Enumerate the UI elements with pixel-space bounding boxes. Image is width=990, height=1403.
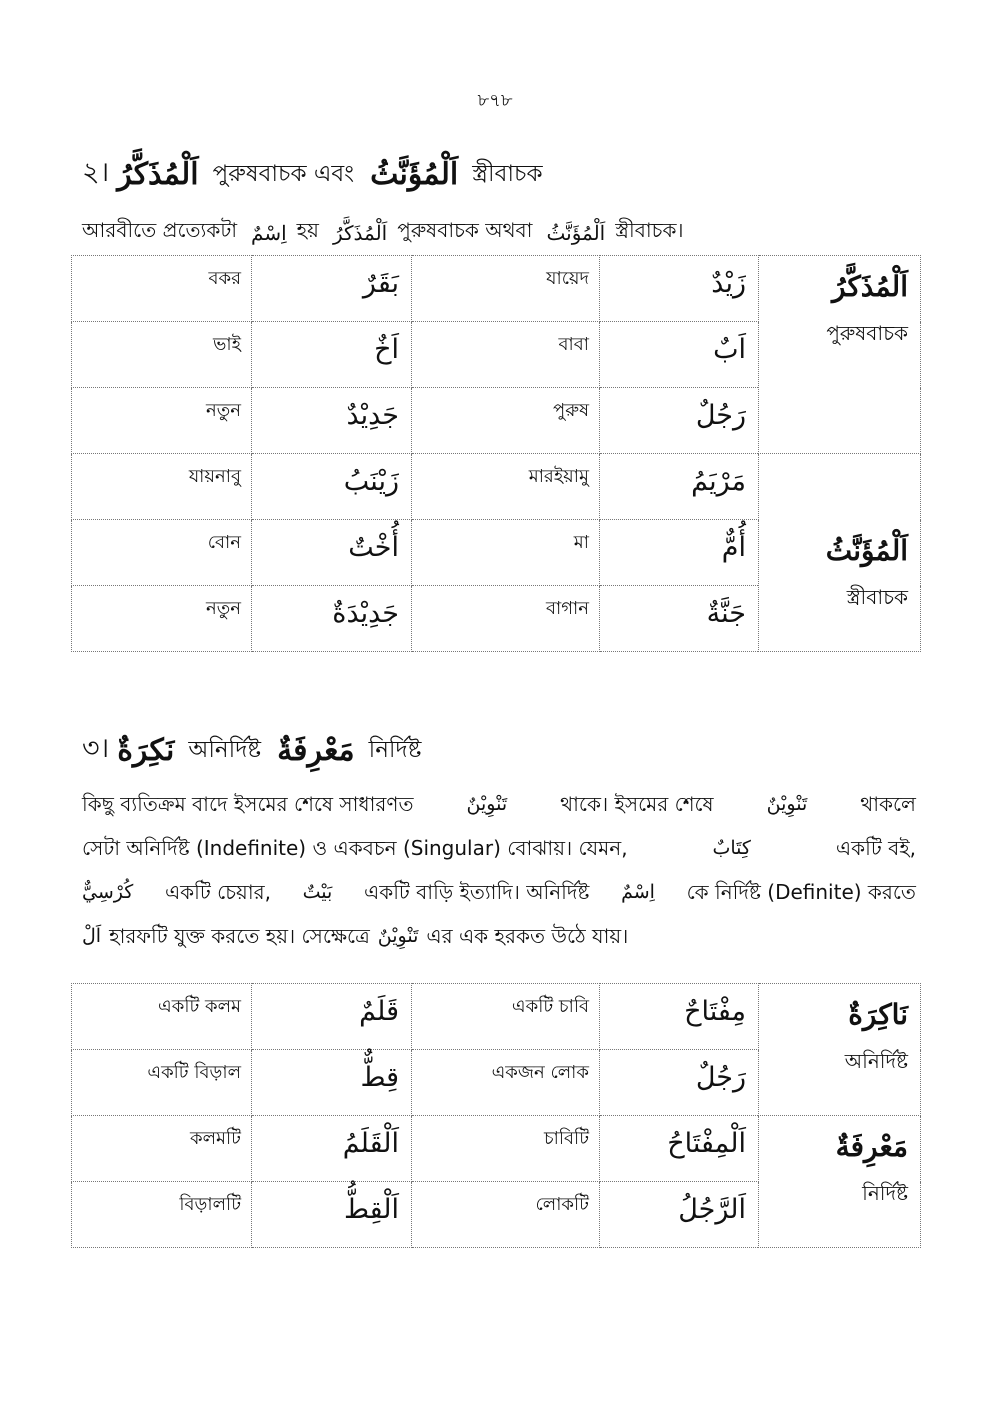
arabic-word: قِطٌّ	[360, 1062, 399, 1093]
intro-text: হয়	[296, 218, 319, 242]
bangla-meaning: একটি চাবি	[511, 996, 589, 1017]
para-text: থাকলে	[860, 792, 916, 816]
intro-arabic-ism: اِسْمٌ	[251, 220, 287, 245]
marifa-label: নির্দিষ্ট	[368, 737, 422, 763]
arabic-word: رَجُلٌ	[695, 1062, 746, 1093]
para-arabic: تَنْوِيْنٌ	[466, 793, 508, 815]
arabic-marifa-term: مَعْرِفَةٌ	[277, 733, 355, 768]
section-number: ২।	[82, 157, 110, 188]
bangla-meaning: বকর	[208, 268, 241, 289]
table-row	[72, 1116, 921, 1182]
intro-text: স্ত্রীবাচক।	[615, 218, 684, 242]
category-arabic: اَلْمُذَكَّرُ	[832, 270, 908, 303]
section-2-heading	[82, 152, 555, 197]
bangla-meaning: বাবা	[558, 334, 589, 355]
arabic-word: زَيْدٌ	[711, 268, 746, 299]
arabic-word: أُخْتٌ	[348, 532, 399, 563]
arabic-word: رَجُلٌ	[695, 400, 746, 431]
arabic-masculine-term: اَلْمُذَكَّرُ	[117, 157, 199, 192]
category-bangla: স্ত্রীবাচক	[846, 585, 908, 609]
arabic-word: مِفْتَاحٌ	[684, 996, 746, 1027]
para-text: থাকে। ইসমের শেষে	[560, 792, 714, 816]
paragraph-line	[82, 870, 916, 914]
para-arabic: بَيْتٌ	[302, 881, 333, 903]
bangla-meaning: লোকটি	[535, 1194, 589, 1215]
arabic-word: اَلرَّجُلُ	[678, 1194, 746, 1225]
bangla-meaning: বিড়ালটি	[179, 1194, 241, 1215]
section-2-intro	[82, 216, 688, 249]
arabic-word: اَخٌ	[374, 334, 399, 365]
arabic-word: اَلْمِفْتَاحُ	[667, 1128, 746, 1159]
arabic-word: اَبٌ	[713, 334, 746, 365]
para-arabic: تَنْوِيْنٌ	[377, 925, 419, 947]
paragraph-line	[82, 782, 916, 826]
para-arabic: اِسْمٌ	[621, 881, 655, 903]
bangla-meaning: একটি কলম	[158, 996, 241, 1017]
masculine-category-cell	[759, 256, 921, 454]
table-row	[72, 454, 921, 520]
para-text: এর এক হরকত উঠে যায়।	[426, 924, 629, 948]
bangla-meaning: নতুন	[206, 598, 241, 619]
intro-arabic-fem: اَلْمُؤَنَّثُ	[546, 220, 606, 245]
definiteness-table	[71, 983, 921, 1248]
arabic-word: بَقَرٌ	[362, 268, 399, 299]
nakira-label: অনির্দিষ্ট	[188, 737, 262, 763]
arabic-word: زَيْنَبُ	[343, 466, 399, 497]
para-text: কে নির্দিষ্ট (Definite) করতে	[686, 880, 916, 904]
paragraph-line	[82, 826, 916, 870]
arabic-word: اَلْقَلَمُ	[342, 1128, 399, 1159]
para-text: একটি চেয়ার,	[164, 880, 271, 904]
para-arabic: كُرْسِيٌّ	[82, 881, 134, 903]
bangla-meaning: মা	[573, 532, 589, 553]
table-row	[72, 984, 921, 1050]
arabic-word: اَلْقِطُّ	[343, 1194, 399, 1225]
section-number: ৩।	[82, 733, 110, 764]
bangla-meaning: যায়েদ	[546, 268, 589, 289]
intro-text: পুরুষবাচক অথবা	[397, 218, 533, 242]
category-arabic: نَاكِرَةٌ	[848, 998, 908, 1031]
arabic-word: جَدِيْدٌ	[346, 400, 399, 431]
feminine-label: স্ত্রীবাচক	[472, 161, 543, 187]
paragraph-line	[82, 914, 916, 958]
arabic-word: جَدِيْدَةٌ	[332, 598, 399, 629]
intro-arabic-masc: اَلْمُذَكَّرُ	[332, 220, 388, 245]
para-text: সেটা অনির্দিষ্ট (Indefinite) ও একবচন (Singular) বোঝায়। যেমন,	[82, 836, 628, 860]
para-text: একটি বই,	[835, 836, 916, 860]
arabic-word: أُمٌّ	[721, 532, 746, 563]
gender-table	[71, 255, 921, 652]
para-text: হারফটি যুক্ত করতে হয়। সেক্ষেত্রে	[109, 924, 370, 948]
bangla-meaning: বোন	[207, 532, 241, 553]
masculine-label: পুরুষবাচক এবং	[212, 161, 355, 187]
bangla-meaning: বাগান	[546, 598, 589, 619]
bangla-meaning: একজন লোক	[491, 1062, 589, 1083]
section-3-paragraph	[82, 782, 916, 958]
bangla-meaning: কলমটি	[190, 1128, 241, 1149]
bangla-meaning: ভাই	[213, 334, 241, 355]
arabic-word: مَرْيَمُ	[691, 466, 746, 497]
category-bangla: নির্দিষ্ট	[862, 1181, 908, 1205]
category-bangla: পুরুষবাচক	[826, 321, 908, 345]
indefinite-category-cell	[759, 984, 921, 1116]
para-text: কিছু ব্যতিক্রম বাদে ইসমের শেষে সাধারণত	[82, 792, 414, 816]
category-bangla: অনির্দিষ্ট	[844, 1049, 908, 1073]
page-number: ৮৭৮	[477, 90, 513, 111]
bangla-meaning: চাবিটি	[543, 1128, 589, 1149]
intro-text: আরবীতে প্রত্যেকটা	[82, 218, 238, 242]
bangla-meaning: নতুন	[206, 400, 241, 421]
arabic-feminine-term: اَلْمُؤَنَّثُ	[370, 157, 459, 192]
para-arabic: تَنْوِيْنٌ	[766, 793, 808, 815]
bangla-meaning: মারইয়ামু	[528, 466, 589, 487]
bangla-meaning: যায়নাবু	[188, 466, 241, 487]
feminine-category-cell	[759, 454, 921, 652]
para-arabic: كِتَابٌ	[712, 837, 751, 859]
arabic-word: قَلَمٌ	[359, 996, 399, 1027]
para-text: একটি বাড়ি ইত্যাদি। অনির্দিষ্ট	[363, 880, 590, 904]
definite-category-cell	[759, 1116, 921, 1248]
bangla-meaning: পুরুষ	[553, 400, 589, 421]
category-arabic: مَعْرِفَةٌ	[835, 1130, 908, 1163]
table-row	[72, 256, 921, 322]
category-arabic: اَلْمُؤَنَّثُ	[825, 534, 908, 567]
arabic-nakira-term: نَكِرَةٌ	[117, 733, 175, 768]
para-arabic: اَلْ	[82, 925, 102, 947]
section-3-heading	[82, 728, 433, 773]
arabic-word: جَنَّةٌ	[706, 598, 746, 629]
bangla-meaning: একটি বিড়াল	[147, 1062, 241, 1083]
